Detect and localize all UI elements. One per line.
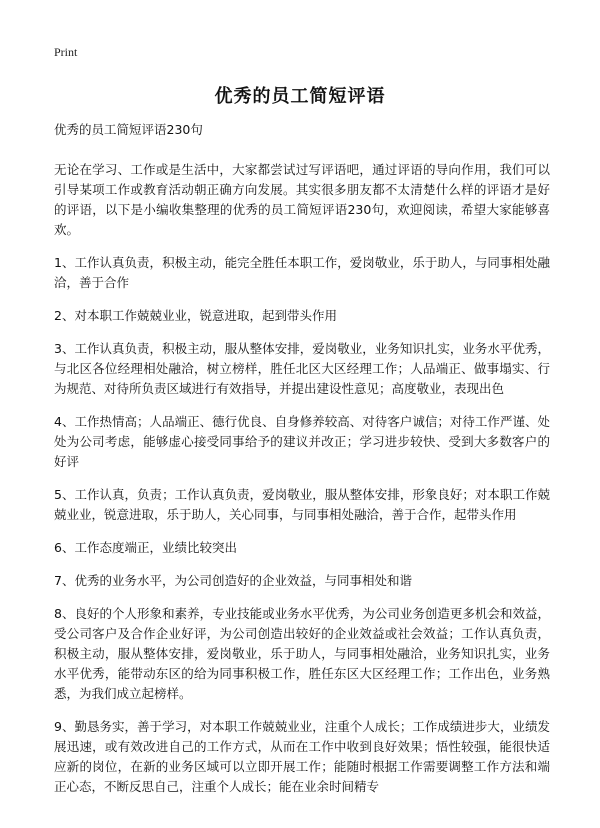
- list-item: 9、勤恳务实，善于学习，对本职工作兢兢业业，注重个人成长；工作成绩进步大，业绩发展迅速，或有效改进自己的工作方式，从而在工作中收到良好效果；悟性较强，能很快适应新的岗位，在新的业务区域可以立即开展工作；能随时根据工作需要调整工作方法和端正心态，不断反思自己，注重个人成长；能在业余时间精专: [54, 719, 550, 794]
- list-item: 8、良好的个人形象和素养，专业技能或业务水平优秀，为公司业务创造更多机会和效益，受公司客户及合作企业好评，为公司创造出较好的企业效益或社会效益；工作认真负责，积极主动，服从整体安排，爱岗敬业，乐于助人，与同事相处融洽，业务知识扎实，业务水平优秀，能带动东区的给为同事积极工作，胜任东区大区经理工作；工作出色，业务熟悉，为我们成立起榜样。: [54, 606, 550, 701]
- list-item: 6、工作态度端正，业绩比较突出: [54, 540, 237, 555]
- document-title: 优秀的员工简短评语: [214, 86, 386, 107]
- list-item: 5、工作认真，负责；工作认真负责，爱岗敬业，服从整体安排，形象良好；对本职工作兢兢业业，锐意进取，乐于助人，关心同事，与同事相处融洽，善于合作，起带头作用: [54, 487, 550, 522]
- document-body: [54, 120, 550, 810]
- list-item: 1、工作认真负责，积极主动，能完全胜任本职工作，爱岗敬业，乐于助人，与同事相处融洽，善于合作: [54, 255, 550, 290]
- list-item: 4、工作热情高；人品端正、德行优良、自身修养较高、对待客户诚信；对待工作严谨、处处为公司考虑，能够虚心接受同事给予的建议并改正；学习进步较快、受到大多数客户的好评: [54, 414, 550, 469]
- list-item: 2、对本职工作兢兢业业，锐意进取，起到带头作用: [54, 308, 337, 323]
- list-item: 7、优秀的业务水平，为公司创造好的企业效益，与同事相处和谐: [54, 573, 412, 588]
- print-link[interactable]: Print: [54, 45, 78, 59]
- intro-paragraph: 无论在学习、工作或是生活中，大家都尝试过写评语吧，通过评语的导向作用，我们可以引导某项工作或教育活动朝正确方向发展。其实很多朋友都不太清楚什么样的评语才是好的评语，以下是小编收集整理的优秀的员工简短评语230句，欢迎阅读，希望大家能够喜欢。: [54, 162, 550, 237]
- document-subtitle: 优秀的员工简短评语230句: [54, 122, 203, 137]
- list-item: 3、工作认真负责，积极主动，服从整体安排，爱岗敬业，业务知识扎实，业务水平优秀，与北区各位经理相处融洽，树立榜样，胜任北区大区经理工作；人品端正、做事塌实、行为规范、对待所负责区域进行有效指导，并提出建设性意见；高度敬业，表现出色: [54, 341, 550, 396]
